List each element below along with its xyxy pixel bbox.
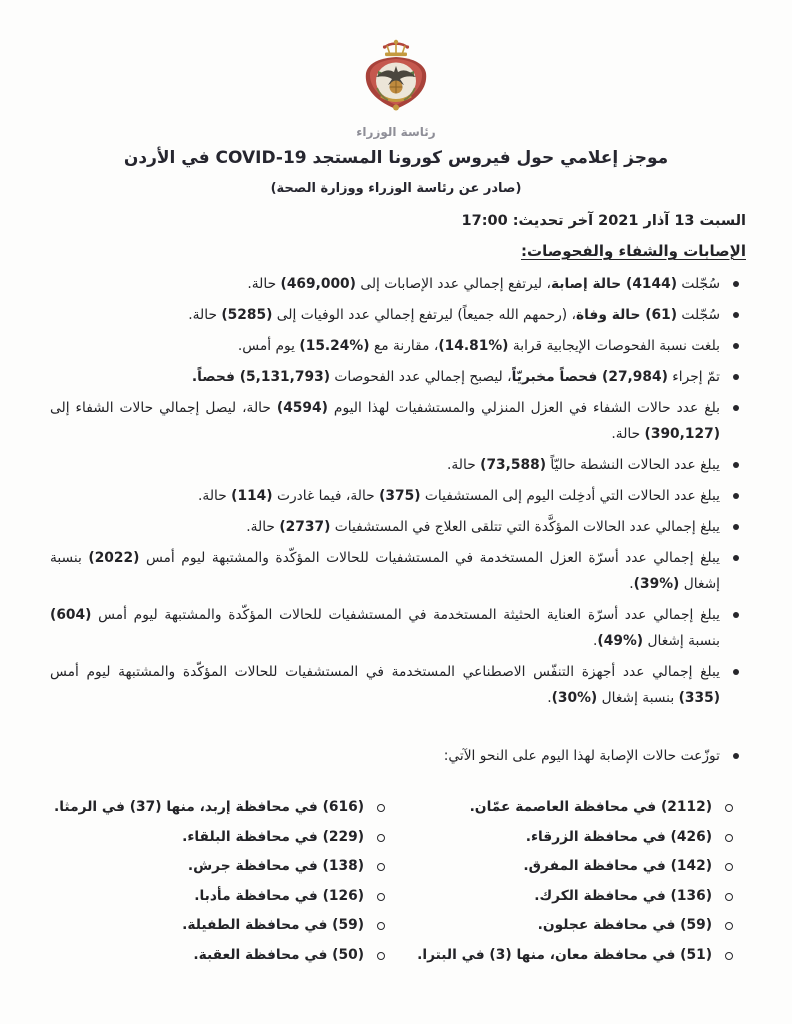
bullet-item [50, 395, 746, 447]
section-heading: الإصابات والشفاء والفحوصات: [521, 242, 746, 260]
bullet-item [50, 452, 746, 478]
bullet-item [50, 602, 746, 654]
bullet-text: ، ليصبح إجمالي عدد الفحوصات [330, 369, 512, 385]
bullet-text: . [629, 576, 634, 592]
governorate-item: (136) في محافظة الكرك. [398, 882, 746, 912]
governorate-item: (229) في محافظة البلقاء. [50, 823, 398, 853]
bullet-item [50, 659, 746, 711]
bullet-text: بنسبة إشغال [643, 633, 720, 649]
bullet-text: يبلغ إجمالي عدد أسرّة العزل المستخدمة في المستشفيات للحالات المؤكّدة والمشتبهة ليوم أمس [139, 550, 720, 566]
bullet-item [50, 364, 746, 390]
stat-value: (469,000) [280, 276, 356, 292]
bullet-text: . [593, 633, 598, 649]
stat-value: (375) [379, 488, 421, 504]
governorate-item: (59) في محافظة الطفيلة. [50, 911, 398, 941]
bullet-text: بلغ عدد حالات الشفاء في العزل المنزلي والمستشفيات لهذا اليوم [327, 400, 720, 416]
distribution-intro: توزّعت حالات الإصابة لهذا اليوم على النحو الآتي: [50, 743, 746, 769]
bullet-text: يوم أمس. [237, 338, 300, 354]
stat-value: (335) [678, 690, 720, 706]
governorate-item: (2112) في محافظة العاصمة عمّان. [398, 793, 746, 823]
stat-value: (%30) [551, 690, 598, 706]
bullet-text: يبلغ إجمالي عدد أسرّة العناية الحثيثة المستخدمة في المستشفيات للحالات المؤكّدة والمشتبهة ليوم أمس [91, 607, 720, 623]
bullet-item [50, 302, 746, 328]
bullet-text: ، ليرتفع إجمالي عدد الإصابات إلى [355, 276, 551, 292]
stat-value: (5,131,793) [239, 369, 330, 385]
stat-value: (27,984) فحصاً مخبريّاً [511, 369, 668, 385]
stat-value: (5285) [221, 307, 273, 323]
stat-value: (390,127) [644, 426, 720, 442]
governorate-item: (59) في محافظة عجلون. [398, 911, 746, 941]
governorate-columns [50, 793, 746, 970]
document-body [0, 213, 792, 970]
bullet-text: يبلغ إجمالي عدد أجهزة التنفّس الاصطناعي المستخدمة في المستشفيات للحالات المؤكّدة والمشتبهة ليوم أمس [50, 664, 720, 680]
main-bullet-list [50, 271, 746, 711]
page-subtitle: (صادر عن رئاسة الوزراء ووزارة الصحة) [270, 181, 522, 196]
stat-value: (%49) [597, 633, 644, 649]
stat-value: (4144) حالة إصابة [550, 276, 678, 292]
governorate-column-right [398, 793, 746, 970]
stat-value: (114) [231, 488, 273, 504]
bullet-text: . [547, 690, 552, 706]
bullet-text: يبلغ عدد الحالات النشطة حاليّاً [546, 457, 720, 473]
stat-value: فحصاً. [191, 369, 240, 385]
bullet-text: حالة، فيما غادرت [272, 488, 380, 504]
stat-value: (%15.24) [299, 338, 370, 354]
bullet-text: ، (رحمهم الله جميعاً) ليرتفع إجمالي عدد الوفيات إلى [272, 307, 576, 323]
crown-icon [383, 40, 409, 56]
governorate-item: (426) في محافظة الزرقاء. [398, 823, 746, 853]
governorate-list-left [50, 793, 398, 970]
governorate-item: (51) في محافظة معان، منها (3) في البترا. [398, 941, 746, 971]
stat-value: (604) [50, 607, 92, 623]
bullet-text: بنسبة إشغال [50, 550, 720, 592]
bullet-item [50, 483, 746, 509]
bullet-text: حالة. [198, 488, 232, 504]
bullet-item [50, 514, 746, 540]
bullet-text: حالة. [188, 307, 222, 323]
bullet-text: سُجّلت [677, 307, 720, 323]
governorate-item: (126) في محافظة مأدبا. [50, 882, 398, 912]
bullet-text: حالة. [246, 519, 280, 535]
bullet-text: يبلغ عدد الحالات التي أدخِلت اليوم إلى المستشفيات [420, 488, 720, 504]
governorate-column-left [50, 793, 398, 970]
jordan-coat-of-arms-icon [348, 38, 444, 120]
bullet-text: حالة، ليصل إجمالي حالات الشفاء إلى [50, 400, 277, 416]
stat-value: (4594) [276, 400, 328, 416]
bullet-text: بنسبة إشغال [597, 690, 679, 706]
bullet-item [50, 271, 746, 297]
bullet-text: بلغت نسبة الفحوصات الإيجابية قرابة [508, 338, 720, 354]
stat-value: (%14.81) [438, 338, 509, 354]
page-title: موجز إعلامي حول فيروس كورونا المستجد COVID-19 في الأردن [123, 148, 669, 168]
stat-value: (2022) [88, 550, 140, 566]
bullet-text: حالة. [611, 426, 645, 442]
crest-caption: رئاسة الوزراء [356, 125, 436, 139]
governorate-item: (616) في محافظة إربد، منها (37) في الرمثا. [50, 793, 398, 823]
governorate-item: (142) في محافظة المفرق. [398, 852, 746, 882]
bullet-item [50, 333, 746, 359]
bullet-text: ، مقارنة مع [369, 338, 439, 354]
governorate-list-right [398, 793, 746, 970]
stat-value: (2737) [279, 519, 331, 535]
bullet-text: سُجّلت [677, 276, 720, 292]
bullet-item [50, 545, 746, 597]
header-crest [0, 0, 792, 139]
bullet-text: تمّ إجراء [667, 369, 720, 385]
stat-value: (73,588) [480, 457, 546, 473]
governorate-item: (138) في محافظة جرش. [50, 852, 398, 882]
date-line: السبت 13 آذار 2021 آخر تحديث: 17:00 [461, 213, 746, 229]
bullet-text: يبلغ إجمالي عدد الحالات المؤكَّدة التي تتلقى العلاج في المستشفيات [330, 519, 720, 535]
bullet-text: حالة. [447, 457, 481, 473]
governorate-item: (50) في محافظة العقبة. [50, 941, 398, 971]
stat-value: (%39) [633, 576, 680, 592]
bullet-text: حالة. [247, 276, 281, 292]
stat-value: (61) حالة وفاة [575, 307, 678, 323]
